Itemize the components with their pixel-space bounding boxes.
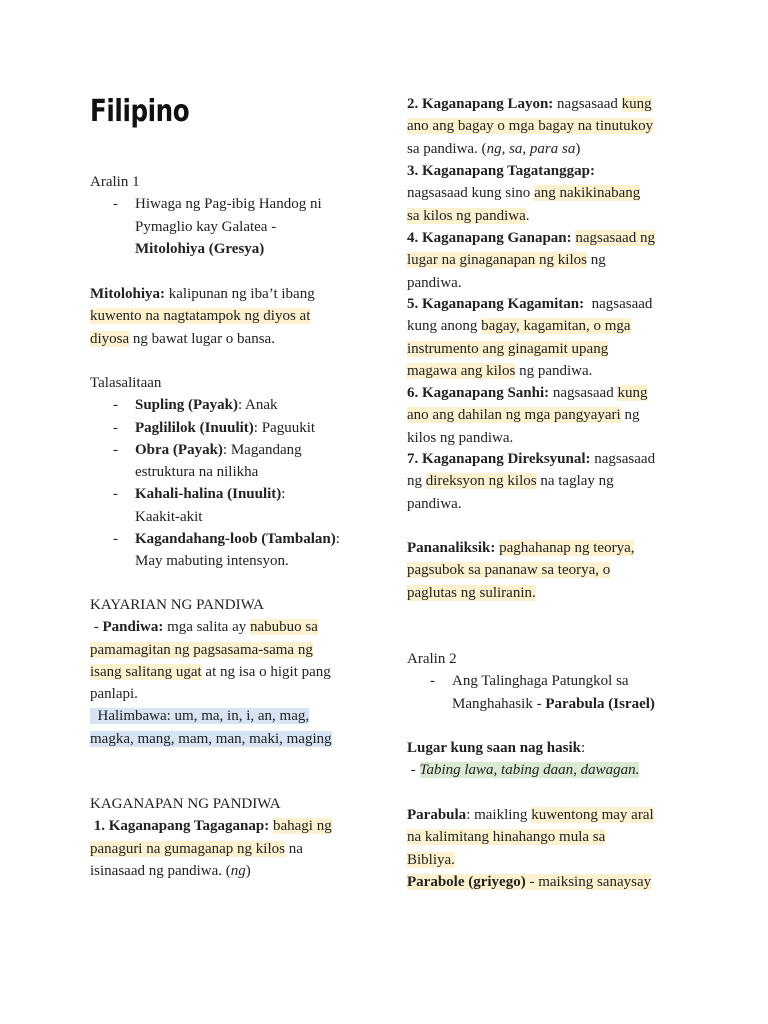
text-span: na taglay ng — [536, 473, 614, 490]
mitolohiya-definition — [90, 283, 365, 350]
text-span: paghahanap ng teorya, — [499, 540, 635, 556]
text-span: bagay, kagamitan, o mga — [481, 318, 631, 335]
text-span: - maiksing sanaysay — [525, 873, 652, 890]
text-span: ng — [230, 862, 246, 879]
text-span: pagsubok sa pananaw sa teorya, o — [407, 562, 611, 579]
text-span: estruktura na nilikha — [135, 464, 259, 481]
talasalitaan-heading: Talasalitaan — [90, 375, 162, 391]
text-span: - — [113, 486, 118, 503]
text-span: Kaakit-akit — [135, 508, 203, 525]
text-span: kalipunan ng iba’t ibang — [165, 286, 315, 302]
text-span: ng — [586, 252, 606, 269]
text-span: mga salita ay — [163, 619, 250, 636]
text-span: sa pandiwa. ( — [407, 140, 487, 157]
text-span: Manghahasik - — [452, 695, 546, 712]
text-span: kilos ng pandiwa. — [407, 429, 514, 446]
text-span: ) — [245, 862, 251, 879]
text-span: kuwentong may aral — [531, 807, 654, 823]
parabula-definition — [407, 804, 682, 893]
text-span: isang salitang ugat — [90, 663, 202, 680]
text-span: pamamagitan ng pagsasama-sama ng — [90, 641, 313, 658]
text-span: Lugar kung saan nag hasik — [407, 740, 581, 756]
list-item — [407, 670, 682, 715]
kaganapang-layon — [407, 93, 682, 160]
text-span: paglutas ng suliranin. — [407, 584, 536, 601]
text-span: - — [113, 397, 118, 414]
text-span: ng — [407, 473, 426, 490]
aralin-1-section — [90, 171, 365, 260]
kaganapang-tagatanggap — [407, 160, 682, 227]
list-item — [90, 417, 365, 439]
text-span: : Magandang — [222, 441, 302, 458]
example-highlight: magka, mang, mam, man, maki, maging — [90, 730, 332, 747]
text-span: Mitolohiya (Gresya) — [135, 240, 265, 257]
text-span: Pananaliksik: — [407, 540, 496, 556]
text-span: ng, sa, para sa — [486, 140, 576, 157]
text-span: bahagi ng — [272, 818, 332, 835]
text-span: : — [281, 486, 286, 503]
text-span: - — [90, 619, 103, 636]
list-item — [90, 483, 365, 528]
text-span: Paglililok (Inuulit) — [135, 419, 254, 436]
aralin-2-heading: Aralin 2 — [407, 651, 457, 667]
text-span: 1. Kaganapang Tagaganap: — [90, 818, 270, 835]
text-span: Kahali-halina (Inuulit) — [135, 486, 282, 503]
kaganapang-sanhi — [407, 382, 682, 449]
kaganapan-section — [90, 793, 365, 882]
text-span: Parabole (griyego) — [407, 873, 526, 890]
text-span: Kagandahang-loob (Tambalan) — [135, 531, 336, 548]
text-span: May mabuting intensyon. — [135, 553, 289, 570]
text-span: isinasaad ng pandiwa. ( — [90, 862, 231, 879]
text-span: kung — [621, 96, 652, 112]
text-span: : Anak — [237, 397, 278, 414]
text-span: 5. Kaganapang Kagamitan: — [407, 296, 585, 312]
text-span: - — [113, 441, 118, 458]
text-span: kung anong — [407, 318, 482, 335]
text-span: ng — [620, 407, 640, 424]
talasalitaan-section — [90, 372, 365, 573]
text-span: ng bawat lugar o bansa. — [129, 330, 275, 347]
text-span: ) — [575, 140, 581, 157]
kaganapang-ganapan — [407, 227, 682, 294]
text-span: : — [580, 740, 586, 756]
kaganapang-direksyunal — [407, 448, 682, 515]
text-span: Mitolohiya: — [90, 286, 165, 302]
list-item — [90, 439, 365, 484]
text-span: Pymaglio kay Galatea - — [135, 218, 277, 235]
text-span: pandiwa. — [407, 274, 462, 291]
text-span: Parabula — [407, 807, 467, 823]
text-span: diyosa — [90, 330, 130, 347]
text-span: - — [407, 762, 420, 779]
text-span: sa kilos ng pandiwa — [407, 207, 526, 224]
example-highlight: Halimbawa: um, ma, in, i, an, mag, — [90, 708, 310, 725]
text-span: Supling (Payak) — [135, 397, 238, 414]
text-span: panlapi. — [90, 686, 138, 703]
text-span: lugar na ginaganapan ng kilos — [407, 252, 587, 269]
list-item — [90, 193, 365, 260]
text-span: Parabula (Israel) — [545, 695, 655, 712]
text-span: - — [113, 419, 118, 436]
text-span: - — [113, 196, 118, 213]
page-title: Filipino — [90, 94, 190, 129]
list-item — [90, 528, 365, 573]
kayarian-heading: KAYARIAN NG PANDIWA — [90, 597, 264, 613]
text-span: panaguri na gumaganap ng kilos — [90, 840, 285, 857]
text-span: 4. Kaganapang Ganapan: — [407, 230, 572, 246]
kayarian-section — [90, 594, 365, 750]
list-item — [90, 394, 365, 416]
text-span: nagsasaad kung sino — [407, 185, 535, 202]
text-span: . — [525, 207, 530, 224]
text-span: 2. Kaganapang Layon: — [407, 96, 554, 112]
text-span: Pandiwa: — [102, 619, 164, 636]
text-span: Bibliya. — [407, 851, 455, 868]
text-span: kuwento na nagtatampok ng diyos at — [90, 308, 311, 325]
text-span: ano ang bagay o mga bagay na tinutukoy — [407, 118, 654, 135]
text-span: 7. Kaganapang Direksyunal: — [407, 451, 591, 467]
kaganapang-kagamitan — [407, 293, 682, 382]
text-span: - — [113, 531, 118, 548]
kaganapan-heading: KAGANAPAN NG PANDIWA — [90, 796, 281, 812]
aralin-1-heading: Aralin 1 — [90, 174, 140, 190]
text-span: nagsasaad — [553, 96, 622, 112]
text-span: : — [335, 531, 340, 548]
text-span: magawa ang kilos — [407, 362, 516, 379]
aralin-2-section — [407, 648, 682, 715]
text-span: at ng isa o higit pang — [201, 663, 331, 680]
text-span: : Paguukit — [253, 419, 316, 436]
text-span: 3. Kaganapang Tagatanggap: — [407, 163, 595, 179]
text-span: nagsasaad — [590, 451, 656, 467]
text-span: nagsasaad ng — [575, 230, 655, 246]
text-span: 6. Kaganapang Sanhi: — [407, 385, 550, 401]
text-span: na kalimitang hinahango mula sa — [407, 829, 606, 846]
text-span: na — [284, 840, 303, 857]
text-span: instrumento ang ginagamit upang — [407, 340, 609, 357]
text-span: nagsasaad — [584, 296, 653, 312]
green-highlight: Tabing lawa, tabing daan, dawagan. — [419, 762, 640, 779]
text-span: ang nakikinabang — [534, 185, 641, 202]
text-span: kung — [617, 385, 648, 401]
text-span: ng pandiwa. — [515, 362, 593, 379]
text-span: ano ang dahilan ng mga pangyayari — [407, 407, 621, 424]
text-span: : maikling — [466, 807, 532, 823]
text-span: Ang Talinghaga Patungkol sa — [452, 673, 629, 690]
text-span: - — [430, 673, 435, 690]
text-span: pandiwa. — [407, 495, 462, 512]
lugar-section — [407, 737, 682, 782]
text-span: Obra (Payak) — [135, 441, 223, 458]
text-span: nabubuo sa — [249, 619, 318, 636]
pananaliksik-definition — [407, 537, 682, 604]
text-span: Hiwaga ng Pag-ibig Handog ni — [135, 196, 322, 213]
text-span: nagsasaad — [549, 385, 618, 401]
text-span: direksyon ng kilos — [425, 473, 537, 490]
